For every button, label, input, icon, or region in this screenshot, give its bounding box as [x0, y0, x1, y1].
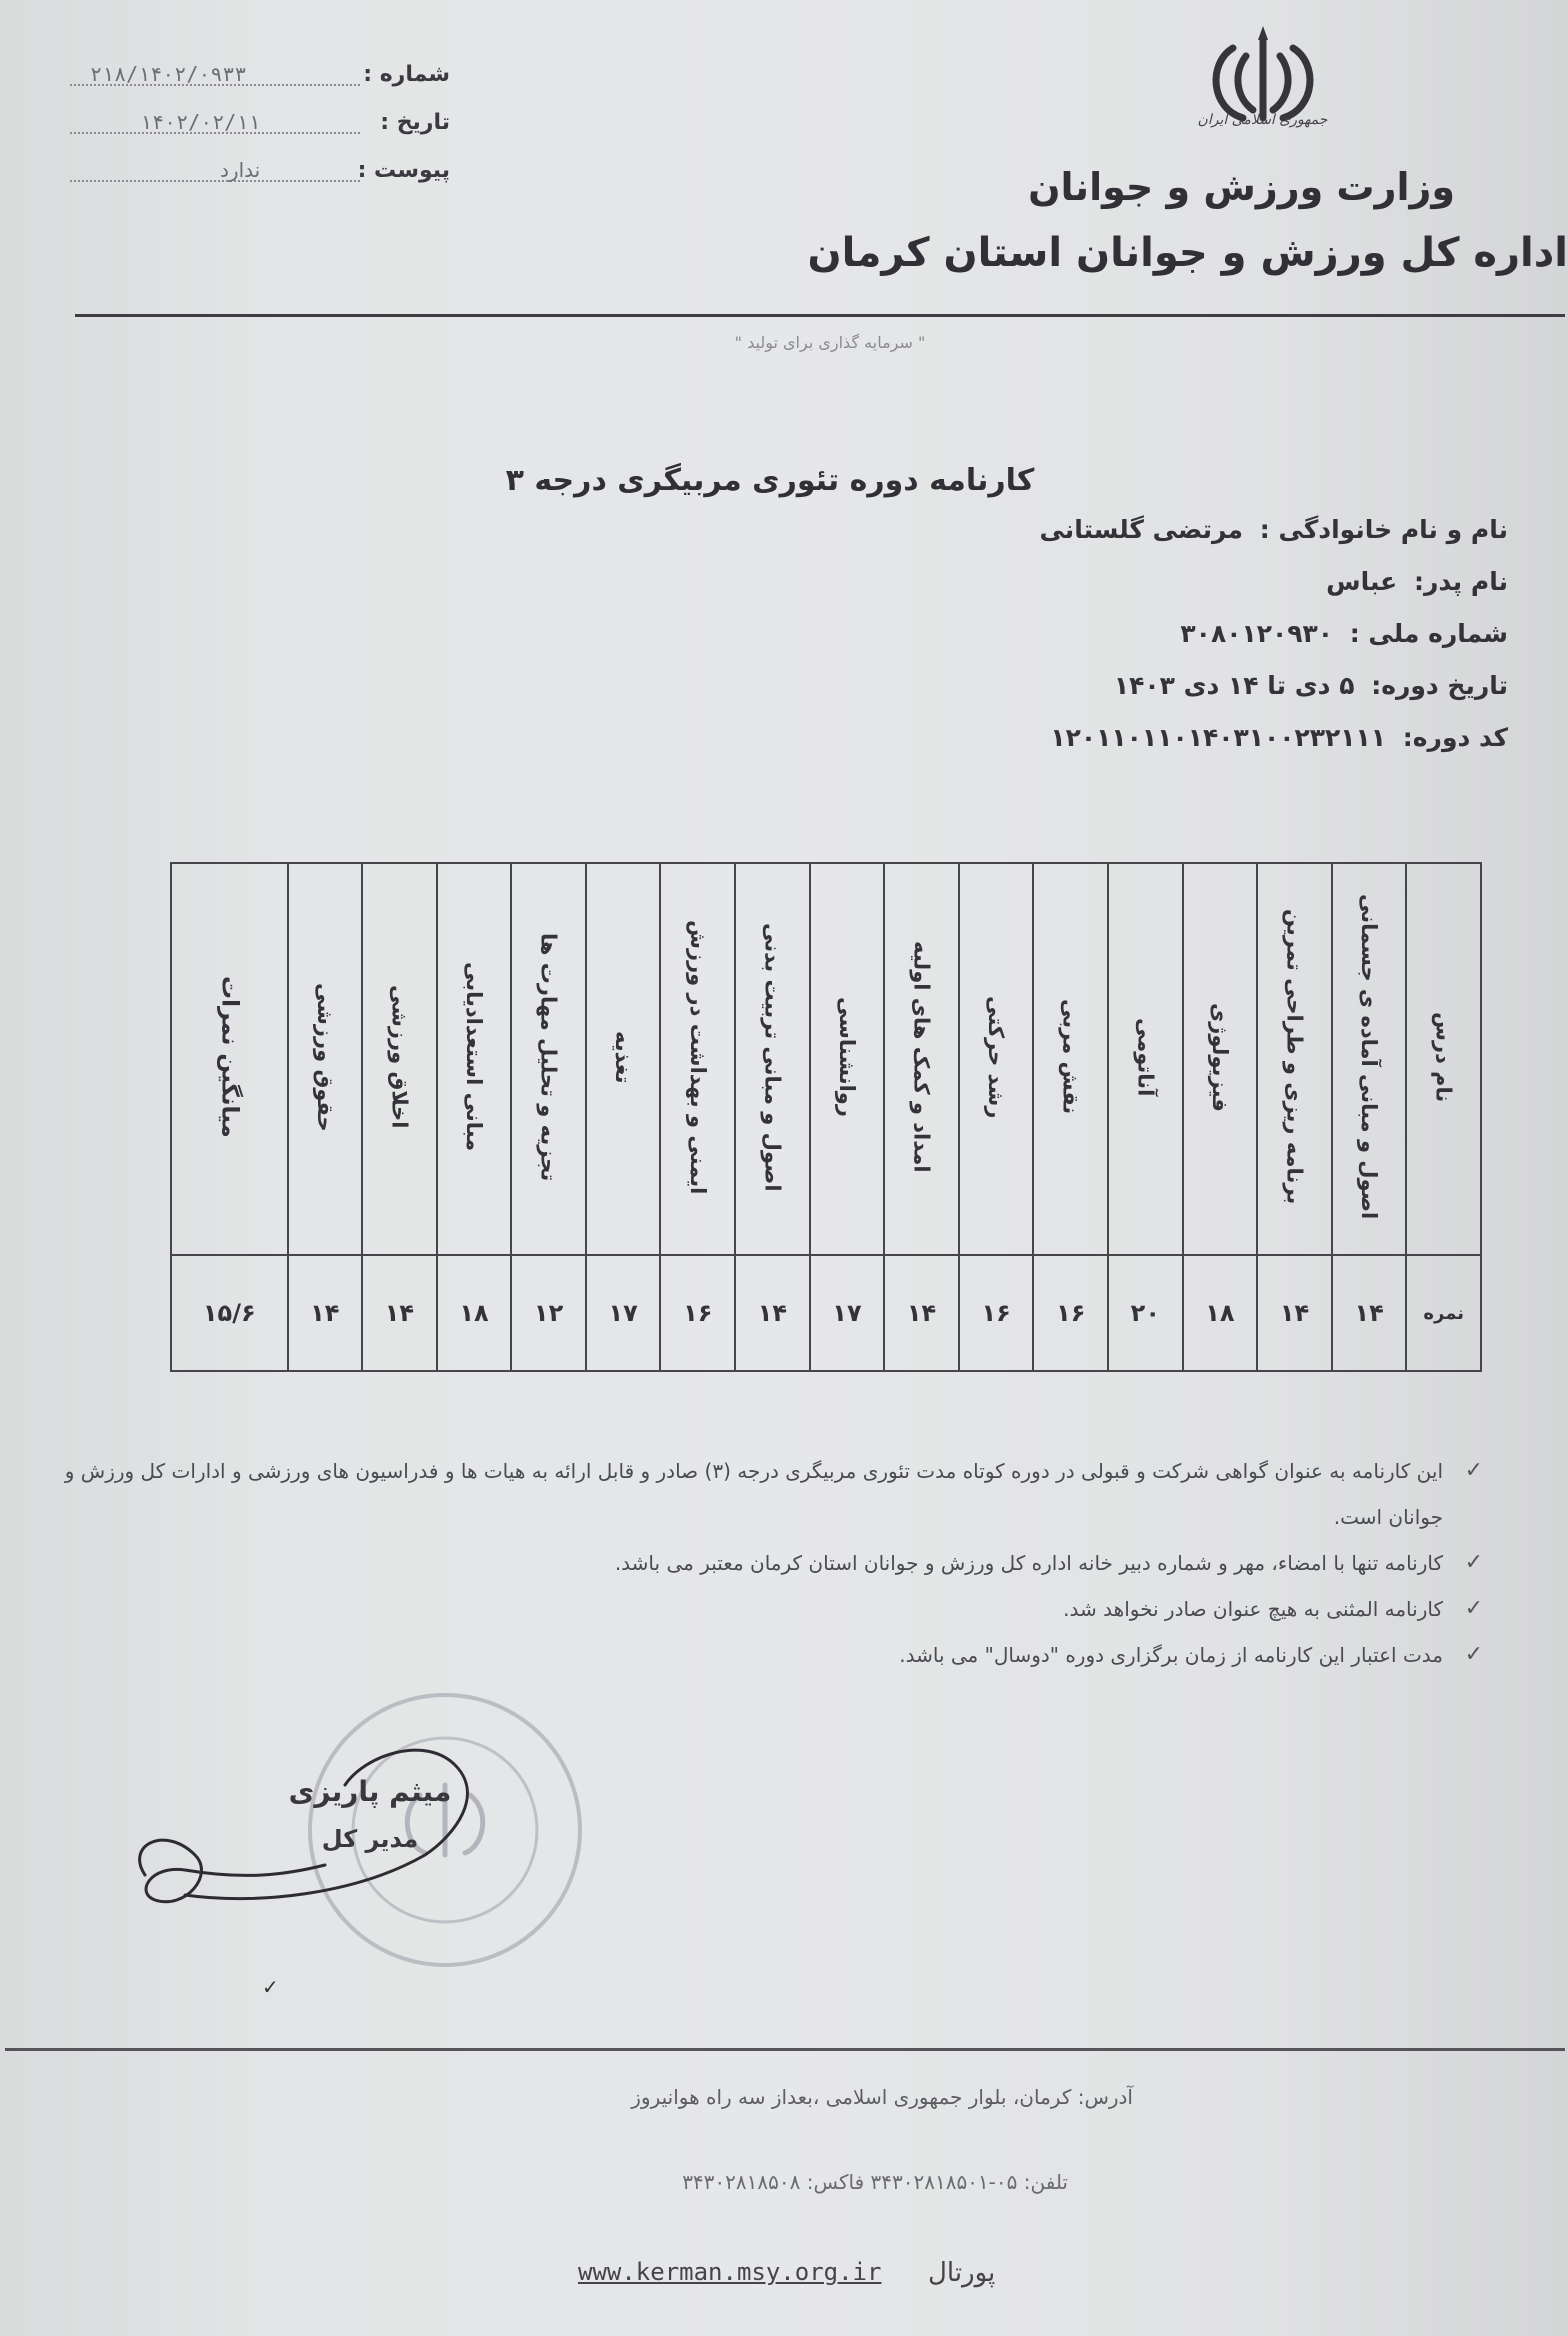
national-id-value: ۳۰۸۰۱۲۰۹۳۰ [1180, 619, 1334, 648]
document-title: کارنامه دوره تئوری مربیگری درجه ۳ [505, 463, 1035, 498]
meta-date-value: ۱۴۰۲/۰۲/۱۱ [140, 110, 261, 134]
course-names-row [171, 863, 1481, 1255]
course-period-label: تاریخ دوره: [1371, 671, 1508, 700]
grade-cell: ۱۴ [735, 1255, 810, 1371]
course-name: ایمنی و بهداشت در ورزش [685, 919, 710, 1195]
course-period-value: ۵ دی تا ۱۴ دی ۱۴۰۳ [1113, 671, 1355, 700]
directorate-title: اداره کل ورزش و جوانان استان کرمان [807, 230, 1568, 276]
course-name: اصول و مبانی تربیت بدنی [760, 922, 785, 1192]
course-name-cell [586, 863, 661, 1255]
course-name-cell [1332, 863, 1407, 1255]
footer-divider [5, 2048, 1565, 2051]
course-name-cell [959, 863, 1034, 1255]
note-item [63, 1540, 1483, 1586]
info-father-row [608, 567, 1508, 619]
info-name-row [608, 515, 1508, 567]
grade-cell: ۱۴ [288, 1255, 363, 1371]
note-text: مدت اعتبار این کارنامه از زمان برگزاری دوره "دوسال" می باشد. [899, 1643, 1443, 1667]
national-id-label: شماره ملی : [1349, 619, 1508, 648]
note-text: این کارنامه به عنوان گواهی شرکت و قبولی در دوره کوتاه مدت تئوری مربیگری درجه (۳) صادر و قابل ارائه به هیات ها و فدراسیون های ورزشی و ادارات کل ورزش و جوانان است. [64, 1459, 1443, 1529]
grade-cell: ۱۷ [586, 1255, 661, 1371]
check-icon: ✓ [262, 1975, 279, 1999]
course-code-label: کد دوره: [1402, 723, 1508, 752]
meta-number-value: ۲۱۸/۱۴۰۲/۰۹۳۳ [90, 62, 247, 86]
info-period-row [608, 671, 1508, 723]
emblem-caption: جمهوری اسلامی ایران [1197, 112, 1328, 128]
grade-cell: ۱۸ [1183, 1255, 1258, 1371]
course-name-cell [1257, 863, 1332, 1255]
grade-cell: ۲۰ [1108, 1255, 1183, 1371]
course-name-cell [511, 863, 586, 1255]
average-header-cell [171, 863, 288, 1255]
grade-cell: ۱۶ [1033, 1255, 1108, 1371]
name-value: مرتضی گلستانی [1039, 515, 1244, 544]
meta-number-row [70, 62, 450, 110]
course-code-value: ۱۲۰۱۱۰۱۱۰۱۴۰۳۱۰۰۲۳۲۱۱۱ [1050, 723, 1387, 752]
course-name-cell [884, 863, 959, 1255]
course-name-cell [437, 863, 512, 1255]
grade-label-cell: نمره [1406, 1255, 1481, 1371]
meta-attachment-value: ندارد [220, 158, 261, 182]
grades-table [170, 862, 1482, 1372]
grade-cell: ۱۴ [1257, 1255, 1332, 1371]
course-name: روانشناسی [834, 997, 859, 1117]
check-icon: ✓ [1464, 1596, 1483, 1621]
grade-cell: ۱۴ [362, 1255, 437, 1371]
course-name: برنامه ریزی و طراحی تمرین [1282, 909, 1307, 1205]
grade-cell: ۱۶ [660, 1255, 735, 1371]
note-item [63, 1632, 1483, 1678]
footer-phones: تلفن: ۰۵-۳۴۳۰۲۸۱۸۵۰۱ فاکس: ۳۴۳۰۲۸۱۸۵۰۸ [682, 2170, 1068, 2194]
meta-date-label: تاریخ : [380, 110, 450, 135]
letter-meta [70, 62, 450, 206]
grade-cell: ۱۸ [437, 1255, 512, 1371]
grade-cell: ۱۷ [810, 1255, 885, 1371]
father-name-label: نام پدر: [1413, 567, 1508, 596]
course-name-cell [1033, 863, 1108, 1255]
check-icon: ✓ [1464, 1550, 1483, 1575]
info-code-row [608, 723, 1508, 775]
signer-title: مدیر کل [321, 1825, 419, 1853]
course-name-cell [1183, 863, 1258, 1255]
grade-cell: ۱۶ [959, 1255, 1034, 1371]
name-label: نام و نام خانوادگی : [1259, 515, 1508, 544]
average-label: میانگین نمرات [216, 976, 243, 1138]
grade-cell: ۱۲ [511, 1255, 586, 1371]
course-header-cell [1406, 863, 1481, 1255]
course-name-cell [288, 863, 363, 1255]
footer-address: آدرس: کرمان، بلوار جمهوری اسلامی ،بعداز سه راه هوانیروز [631, 2085, 1133, 2109]
note-item [63, 1586, 1483, 1632]
father-name-value: عباس [1326, 567, 1398, 596]
course-name-cell [1108, 863, 1183, 1255]
grade-cell: ۱۴ [884, 1255, 959, 1371]
note-item [63, 1448, 1483, 1540]
course-name: تغذیه [611, 1030, 636, 1084]
signer-name: میثم پاریزی [288, 1775, 452, 1808]
course-name-cell [735, 863, 810, 1255]
ministry-title: وزارت ورزش و جوانان [1028, 165, 1455, 209]
note-text: کارنامه المثنی به هیچ عنوان صادر نخواهد شد. [1063, 1597, 1443, 1621]
course-name-cell [810, 863, 885, 1255]
average-grade-cell: ۱۵/۶ [171, 1255, 288, 1371]
course-name: فیزیولوژی [1207, 1002, 1232, 1112]
iran-emblem-icon [1188, 18, 1338, 168]
student-info [608, 515, 1508, 775]
course-name: نقش مربی [1058, 999, 1083, 1115]
header-divider [75, 314, 1565, 317]
check-icon: ✓ [1464, 1642, 1483, 1667]
meta-attachment-label: پیوست : [357, 158, 450, 183]
course-name: اصول و مبانی آماده ی جسمانی [1357, 894, 1382, 1220]
course-name: اخلاق ورزشی [387, 985, 412, 1129]
course-name: مبانی استعدادیابی [461, 962, 486, 1152]
notes-list [63, 1448, 1483, 1678]
meta-dots [70, 180, 360, 182]
website-link[interactable]: www.kerman.msy.org.ir [578, 2258, 882, 2286]
course-header-label: نام درس [1431, 1011, 1456, 1103]
course-name: امداد و کمک های اولیه [909, 941, 934, 1173]
course-name: آناتومی [1133, 1017, 1158, 1097]
grade-cell: ۱۴ [1332, 1255, 1407, 1371]
grades-row [171, 1255, 1481, 1371]
meta-date-row [70, 110, 450, 158]
course-name-cell [660, 863, 735, 1255]
course-name: حقوق ورزشی [312, 982, 337, 1132]
check-icon: ✓ [1464, 1458, 1483, 1483]
course-name: تجزیه و تحلیل مهارت ها [536, 932, 561, 1182]
meta-number-label: شماره : [363, 62, 450, 87]
course-name-cell [362, 863, 437, 1255]
course-name: رشد حرکتی [984, 995, 1009, 1119]
info-national-id-row [608, 619, 1508, 671]
year-slogan: " سرمایه گذاری برای تولید " [734, 333, 926, 352]
meta-attachment-row [70, 158, 450, 206]
note-text: کارنامه تنها با امضاء، مهر و شماره دبیر خانه اداره کل ورزش و جوانان استان کرمان معتبر می باشد. [614, 1551, 1443, 1575]
portal-label: پورتال [928, 2258, 996, 2288]
